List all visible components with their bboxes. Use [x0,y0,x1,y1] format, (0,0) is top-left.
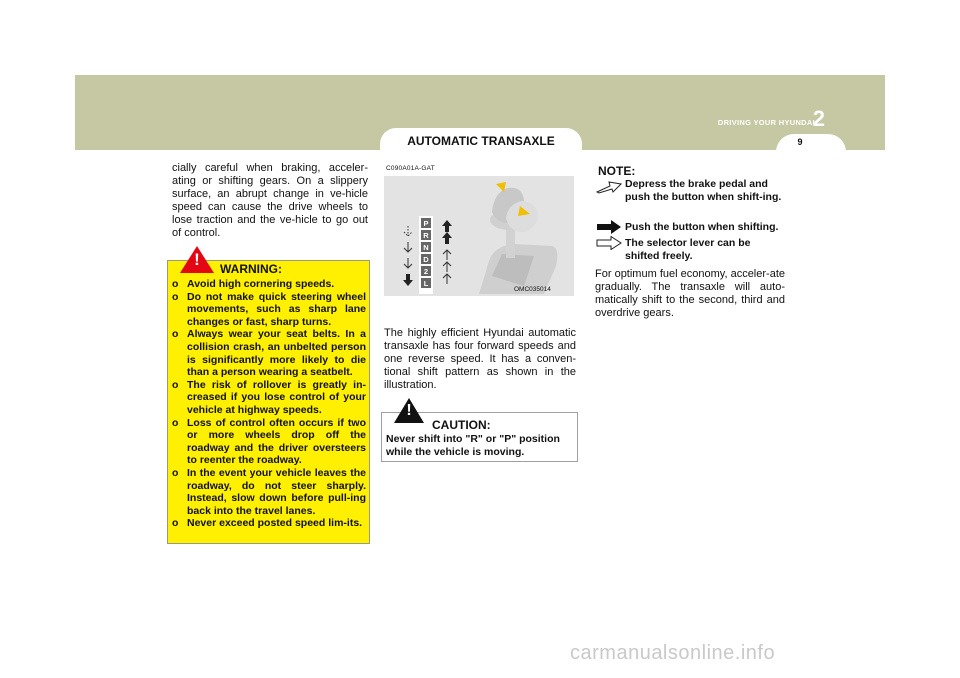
warning-item: o Always wear your seat belts. In a collision crash, an unbelted person is significantly more likely to die than a person wearing a seatbelt. [172,328,366,378]
hollow-diagonal-arrow-icon [596,180,622,194]
middle-paragraph: The highly efficient Hyundai automatic transaxle has four forward speeds and one reverse speed. It has a conven-tional shift pattern as shown in the illustration. [384,327,576,391]
right-paragraph: For optimum fuel economy, acceler-ate gradually. The transaxle will auto-matically shift to the second, third and overdrive gears. [595,268,785,319]
watermark: carmanualsonline.info [570,642,776,664]
warning-item: o In the event your vehicle leaves the roadway, do not steer sharply. Instead, slow down before pull-ing back into the travel lanes. [172,467,366,517]
shift-lever-illustration [384,176,574,296]
svg-text:N: N [423,243,429,252]
section-title: AUTOMATIC TRANSAXLE [407,134,555,148]
warning-item: o Loss of control often occurs if two or more wheels drop off the roadway and the driver oversteers to reenter the roadway. [172,417,366,467]
exclamation-icon: ! [194,250,200,269]
intro-paragraph: cially careful when braking, acceler-ating or shifting gears. On a slippery surface, an abrupt change in ve-hicle speed can cause the drive wheels to lose traction and the ve-hicle to go out of control. [172,162,368,239]
caution-title: CAUTION: [432,418,491,432]
svg-text:D: D [423,255,429,264]
hollow-arrow-icon [596,236,622,250]
warning-title: WARNING: [220,262,282,276]
warning-item: o The risk of rollover is greatly in-creased if you lose control of your vehicle at highway speeds. [172,379,366,417]
note-item: Depress the brake pedal and push the button when shift-ing. [625,178,782,203]
warning-item: o Avoid high cornering speeds. [172,278,366,291]
solid-arrow-icon [596,220,622,234]
note-title: NOTE: [598,164,636,178]
figure-code: OMC035014 [514,286,551,293]
exclamation-icon: ! [406,402,412,419]
warning-item: o Do not make quick steering wheel movements, such as sharp lane changes or fast, sharp turns. [172,291,366,329]
svg-text:R: R [423,231,429,240]
warning-list [172,278,366,530]
chapter-number: 2 [812,106,825,131]
shift-lever-figure [384,176,574,296]
note-item: Push the button when shifting. [625,221,779,233]
svg-text:L: L [423,279,429,288]
warning-item: o Never exceed posted speed lim-its. [172,517,366,530]
section-header: DRIVING YOUR HYUNDAI [717,118,815,127]
page-number: 9 [797,137,803,147]
svg-text:2: 2 [423,267,429,276]
caution-text: Never shift into "R" or "P" position while the vehicle is moving. [386,433,560,458]
note-item: The selector lever can be shifted freely. [625,237,751,262]
section-code: C090A01A-GAT [386,165,435,172]
svg-text:P: P [423,219,429,228]
